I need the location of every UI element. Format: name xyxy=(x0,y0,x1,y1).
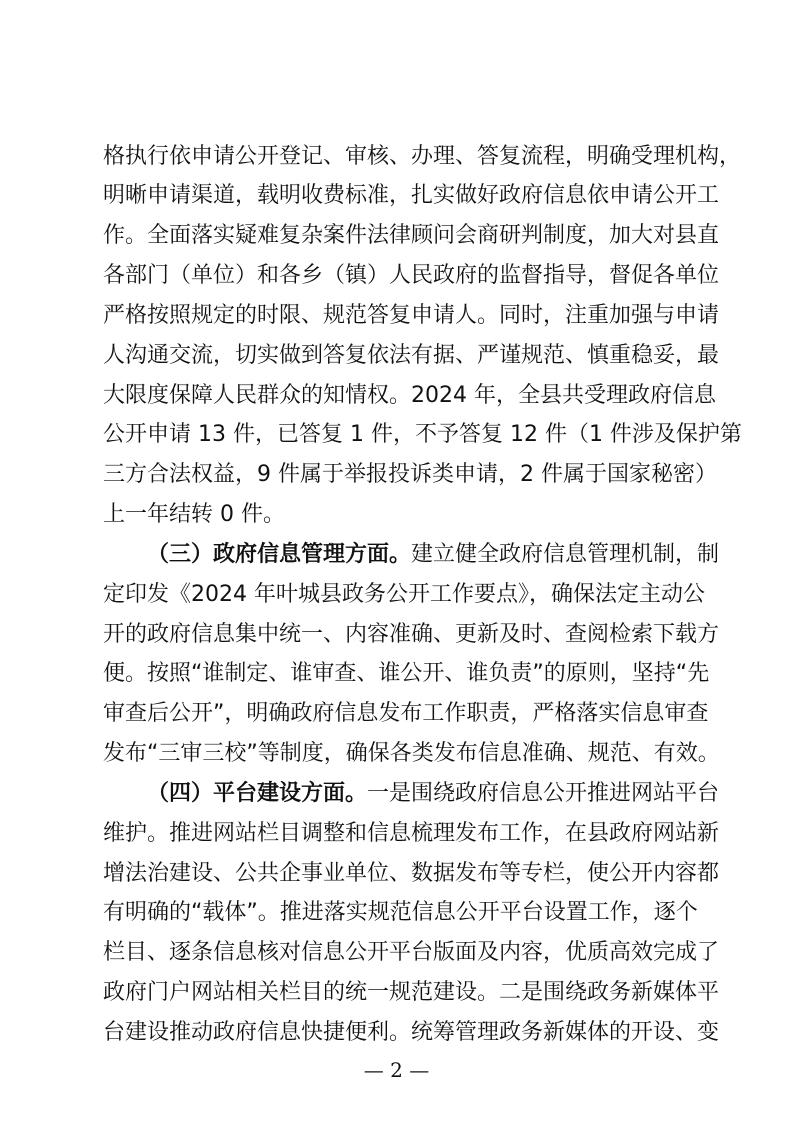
body-text-line: 发布“三审三校”等制度，确保各类发布信息准确、规范、有效。 xyxy=(103,741,720,766)
body-text-line: 定印发《2024 年叶城县政务公开工作要点》，确保法定主动公 xyxy=(103,582,705,607)
body-text-line: 增法治建设、公共企事业单位、数据发布等专栏，使公开内容都 xyxy=(103,861,720,886)
section-line-four xyxy=(147,780,720,808)
body-text-line: 便。按照“谁制定、谁审查、谁公开、谁负责”的原则，坚持“先 xyxy=(103,661,710,686)
body-text-line: 作。全面落实疑难复杂案件法律顾问会商研判制度，加大对县直 xyxy=(103,223,720,248)
section-line-three xyxy=(147,541,720,569)
body-text-line: 栏目、逐条信息核对信息公开平台版面及内容，优质高效完成了 xyxy=(103,940,720,965)
body-text-line: 格执行依申请公开登记、审核、办理、答复流程，明确受理机构， xyxy=(103,144,742,169)
section-text: 一是围绕政府信息公开推进网站平台 xyxy=(367,781,720,806)
body-text-line: 开的政府信息集中统一、内容准确、更新及时、查阅检索下载方 xyxy=(103,622,720,647)
body-text-line: 有明确的“载体”。推进落实规范信息公开平台设置工作，逐个 xyxy=(103,900,698,925)
page-number: — 2 — xyxy=(363,1058,430,1082)
body-text-line: 人沟通交流，切实做到答复依法有据、严谨规范、慎重稳妥，最 xyxy=(103,343,720,368)
body-text-line: 台建设推动政府信息快捷便利。统筹管理政务新媒体的开设、变 xyxy=(103,1020,720,1045)
body-text-line: 审查后公开”，明确政府信息发布工作职责，严格落实信息审查 xyxy=(103,701,709,726)
section-heading-four: （四）平台建设方面。 xyxy=(147,781,368,806)
section-text: 建立健全政府信息管理机制，制 xyxy=(411,542,720,567)
body-text-line: 维护。推进网站栏目调整和信息梳理发布工作，在县政府网站新 xyxy=(103,821,720,846)
body-text-line: 严格按照规定的时限、规范答复申请人。同时，注重加强与申请 xyxy=(103,303,720,328)
body-text-line: 明晰申请渠道，载明收费标准，扎实做好政府信息依申请公开工 xyxy=(103,183,720,208)
section-heading-three: （三）政府信息管理方面。 xyxy=(147,542,412,567)
body-text-line: 政府门户网站相关栏目的统一规范建设。二是围绕政务新媒体平 xyxy=(103,980,720,1005)
body-text-line: 各部门（单位）和各乡（镇）人民政府的监督指导，督促各单位 xyxy=(103,263,720,288)
body-text-line: 大限度保障人民群众的知情权。2024 年，全县共受理政府信息 xyxy=(103,383,716,408)
body-text-line: 上一年结转 0 件。 xyxy=(103,502,285,527)
body-text-line: 三方合法权益，9 件属于举报投诉类申请，2 件属于国家秘密） xyxy=(103,462,717,487)
body-text-line: 公开申请 13 件，已答复 1 件，不予答复 12 件（1 件涉及保护第 xyxy=(103,422,742,447)
